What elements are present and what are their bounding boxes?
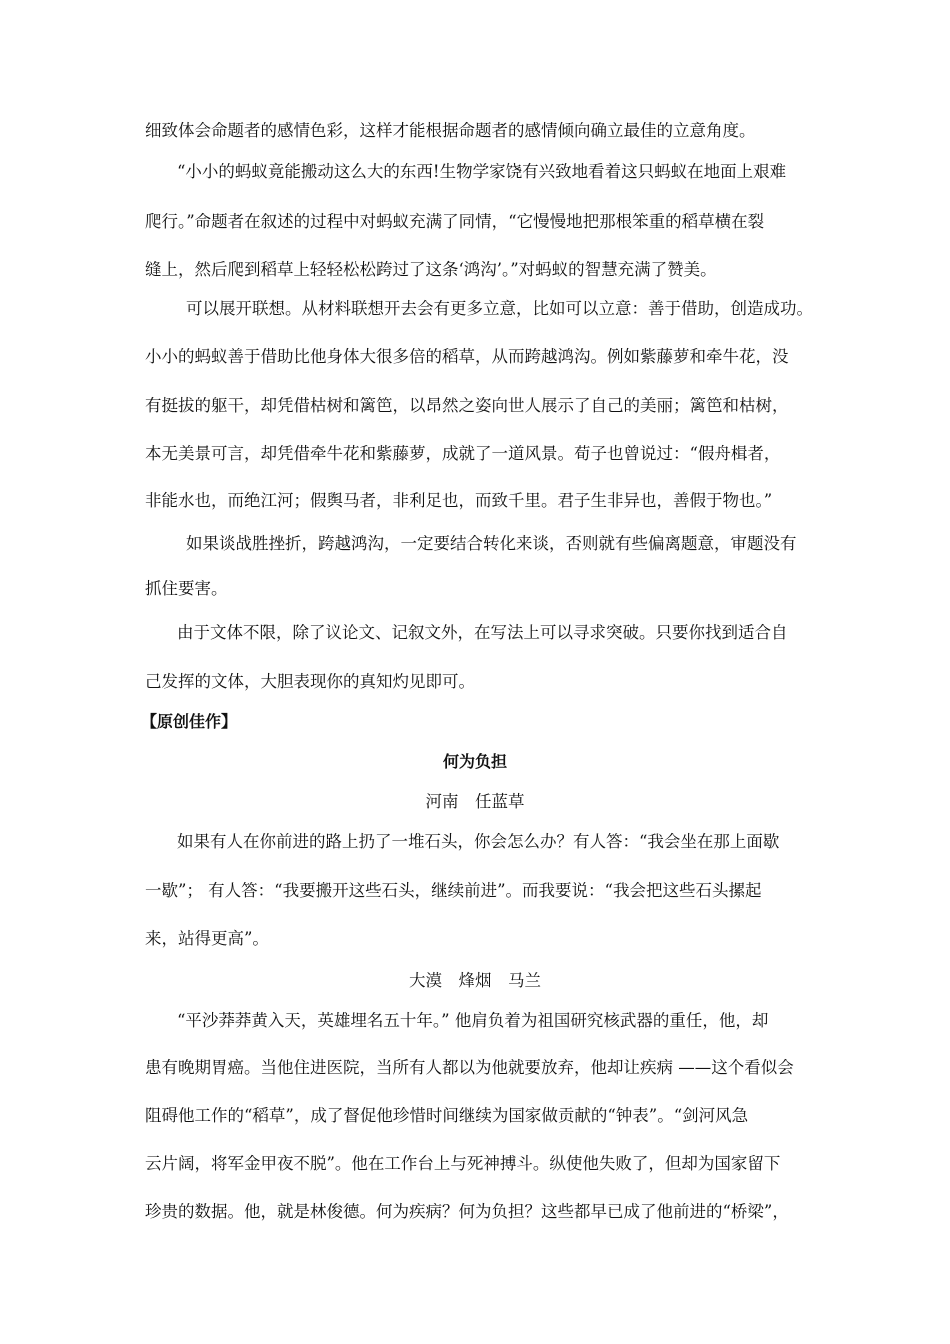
text-line: “平沙莽莽黄入天，英雄埋名五十年。” 他肩负着为祖国研究核武器的重任，他，却 <box>177 1011 769 1030</box>
text-line: 可以展开联想。从材料联想开去会有更多立意，比如可以立意：善于借助，创造成功。 <box>186 299 813 318</box>
text-line: 一歇”； 有人答：“我要搬开这些石头，继续前进”。而我要说：“我会把这些石头摞起 <box>145 881 762 900</box>
section-heading: 【原创佳作】 <box>141 712 238 731</box>
text-line: 己发挥的文体，大胆表现你的真知灼见即可。 <box>145 672 475 691</box>
text-line: 细致体会命题者的感情色彩，这样才能根据命题者的感情倾向确立最佳的立意角度。 <box>145 121 756 140</box>
text-line: 缝上，然后爬到稻草上轻轻松松跨过了这条‘鸿沟’。”对蚂蚁的智慧充满了赞美。 <box>145 260 717 279</box>
essay-subtitle: 大漠 烽烟 马兰 <box>409 971 541 990</box>
text-line: 爬行。”命题者在叙述的过程中对蚂蚁充满了同情，“它慢慢地把那根笨重的稻草横在裂 <box>145 212 765 231</box>
text-line: 云片阔，将军金甲夜不脱”。他在工作台上与死神搏斗。纵使他失败了，但却为国家留下 <box>145 1154 781 1173</box>
text-line: 非能水也，而绝江河；假舆马者，非利足也，而致千里。君子生非异也，善假于物也。” <box>145 491 773 510</box>
text-line: 小小的蚂蚁善于借助比他身体大很多倍的稻草，从而跨越鸿沟。例如紫藤萝和牵牛花，没 <box>145 347 789 366</box>
essay-author: 河南 任蓝草 <box>425 792 525 811</box>
text-line: 本无美景可言，却凭借牵牛花和紫藤萝，成就了一道风景。荀子也曾说过：“假舟楫者， <box>145 444 781 463</box>
essay-title: 何为负担 <box>442 752 507 771</box>
text-line: 阻碍他工作的“稻草”，成了督促他珍惜时间继续为国家做贡献的“钟表”。“剑河风急 <box>145 1106 749 1125</box>
text-line: 抓住要害。 <box>145 579 228 598</box>
text-line: 患有晚期胃癌。当他住进医院，当所有人都以为他就要放弃，他却让疾病 ——这个看似会 <box>145 1058 794 1077</box>
text-line: 珍贵的数据。他，就是林俊德。何为疾病？何为负担？这些都早已成了他前进的“桥梁”， <box>145 1202 789 1221</box>
text-line: 如果谈战胜挫折，跨越鸿沟，一定要结合转化来谈，否则就有些偏离题意，审题没有 <box>186 534 797 553</box>
text-line: 有挺拔的躯干，却凭借枯树和篱笆，以昂然之姿向世人展示了自己的美丽；篱笆和枯树， <box>145 396 789 415</box>
text-line: 由于文体不限，除了议论文、记叙文外，在写法上可以寻求突破。只要你找到适合自 <box>177 623 788 642</box>
text-line: 如果有人在你前进的路上扔了一堆石头，你会怎么办？有人答：“我会坐在那上面歇 <box>177 832 780 851</box>
text-line: 来，站得更高”。 <box>145 929 269 948</box>
text-line: “小小的蚂蚁竟能搬动这么大的东西!生物学家饶有兴致地看着这只蚂蚁在地面上艰难 <box>177 162 787 181</box>
